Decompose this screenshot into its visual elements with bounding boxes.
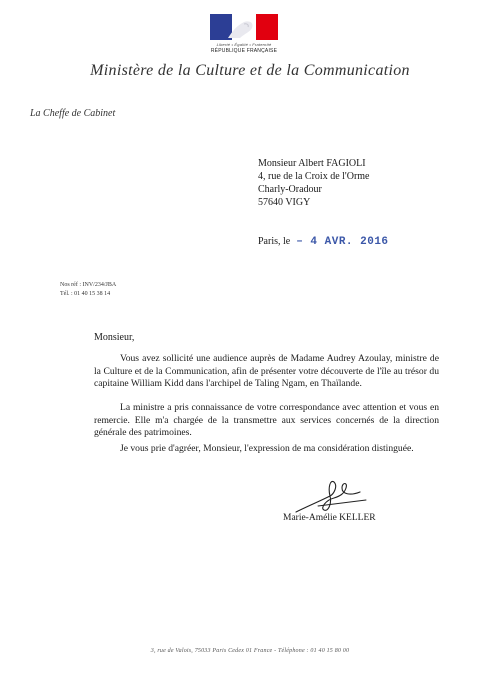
paragraph-text: Vous avez sollicité une audience auprès de Madame Audrey Azoulay, ministre de la Culture et de la Communication, afin de présenter votre découverte de l'île au trésor du capitaine William Kidd dans l'archipel de Taling Ngam, en Thaïlande. bbox=[94, 353, 439, 389]
recipient-locality: Charly-Oradour bbox=[258, 184, 322, 195]
date-line bbox=[258, 236, 389, 248]
marianne-logo bbox=[210, 14, 278, 54]
salutation: Monsieur, bbox=[94, 332, 135, 343]
paragraph-text: Je vous prie d'agréer, Monsieur, l'expression de ma considération distinguée. bbox=[120, 443, 414, 454]
reference-number: Nos réf : INV/234/JBA bbox=[60, 282, 117, 288]
republic-motto: Liberté • Égalité • Fraternité bbox=[216, 42, 272, 47]
recipient-postal-city: 57640 VIGY bbox=[258, 197, 311, 208]
date-stamp: – 4 AVR. 2016 bbox=[296, 236, 389, 248]
marianne-flag-icon bbox=[210, 14, 278, 40]
recipient-street: 4, rue de la Croix de l'Orme bbox=[258, 171, 370, 182]
republic-name: RÉPUBLIQUE FRANÇAISE bbox=[210, 48, 278, 54]
reference-phone: Tél. : 01 40 15 38 14 bbox=[60, 291, 111, 297]
signatory-name: Marie-Amélie KELLER bbox=[283, 513, 376, 523]
body-paragraph bbox=[94, 402, 439, 440]
handwritten-signature bbox=[288, 476, 378, 518]
recipient-address bbox=[258, 157, 370, 209]
sender-title: La Cheffe de Cabinet bbox=[30, 108, 116, 119]
body-paragraph bbox=[94, 353, 439, 391]
recipient-name: Monsieur Albert FAGIOLI bbox=[258, 158, 366, 169]
ministry-name: Ministère de la Culture et de la Communication bbox=[90, 62, 410, 79]
footer-address: 3, rue de Valois, 75033 Paris Cedex 01 France - Téléphone : 01 40 15 80 00 bbox=[150, 648, 350, 654]
paragraph-text: La ministre a pris connaissance de votre correspondance avec attention et vous en remercie. Elle m'a chargée de la transmettre aux services concernés de la direction générale des patrimoines. bbox=[94, 402, 439, 438]
references bbox=[60, 281, 116, 299]
body-paragraph bbox=[94, 443, 439, 456]
date-place: Paris, le bbox=[258, 236, 291, 247]
